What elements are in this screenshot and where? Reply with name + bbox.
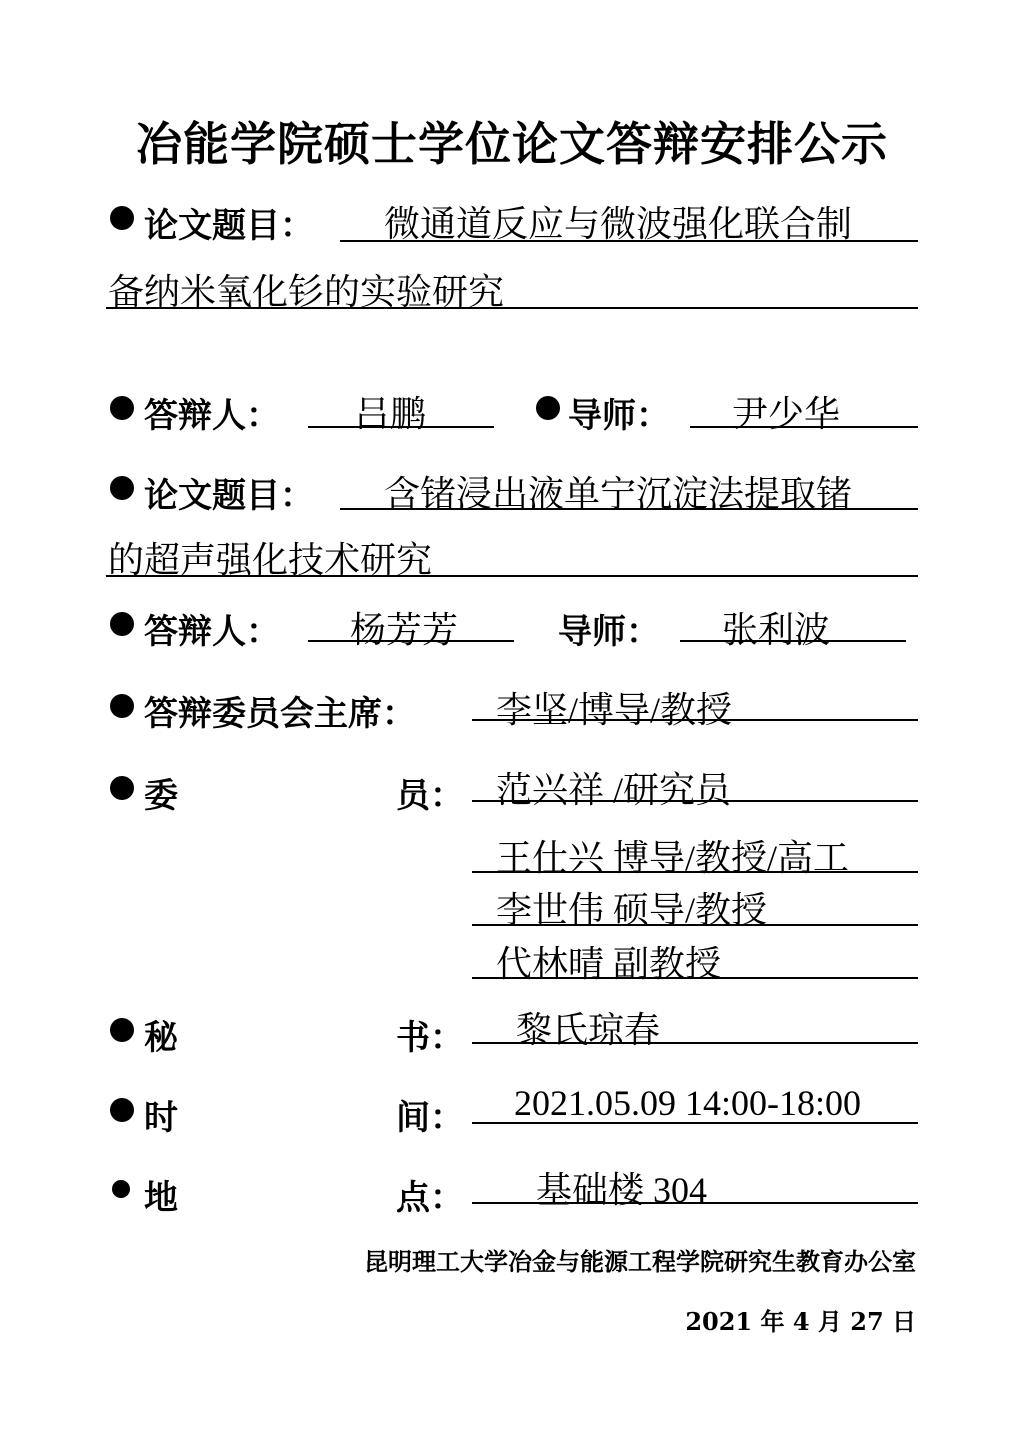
underline bbox=[472, 1122, 918, 1124]
bullet-icon bbox=[110, 476, 134, 500]
underline bbox=[472, 1042, 918, 1044]
committee-member: 范兴祥 /研究员 bbox=[496, 770, 732, 810]
underline bbox=[106, 307, 918, 309]
thesis2-title-label: 论文题目： bbox=[144, 476, 314, 516]
bullet-icon bbox=[112, 1180, 130, 1198]
underline bbox=[106, 575, 918, 577]
time-value: 2021.05.09 14:00-18:00 bbox=[514, 1083, 861, 1123]
members-label-b: 员： bbox=[396, 776, 464, 816]
committee-chair: 李坚/博导/教授 bbox=[496, 690, 733, 730]
place-label-a: 地 bbox=[144, 1178, 178, 1218]
underline bbox=[340, 508, 918, 510]
time-label-a: 时 bbox=[144, 1098, 178, 1138]
underline bbox=[472, 1202, 918, 1204]
thesis1-advisor: 尹少华 bbox=[732, 394, 841, 434]
bullet-icon bbox=[110, 1098, 134, 1122]
members-label-a: 委 bbox=[144, 776, 178, 816]
thesis1-defender-label: 答辩人： bbox=[144, 396, 280, 436]
bullet-icon bbox=[536, 396, 560, 420]
underline bbox=[472, 800, 918, 802]
thesis1-advisor-label: 导师： bbox=[568, 396, 670, 436]
thesis2-title-line1: 含锗浸出液单宁沉淀法提取锗 bbox=[384, 474, 853, 514]
thesis1-title-line1: 微通道反应与微波强化联合制 bbox=[384, 204, 853, 244]
thesis2-title-line2: 的超声强化技术研究 bbox=[108, 540, 433, 580]
bullet-icon bbox=[110, 612, 134, 636]
thesis1-defender: 吕鹏 bbox=[354, 394, 427, 434]
thesis2-advisor-label: 导师： bbox=[558, 612, 660, 652]
committee-member: 李世伟 硕导/教授 bbox=[496, 890, 768, 930]
bullet-icon bbox=[110, 776, 134, 800]
place-label-b: 点： bbox=[396, 1178, 464, 1218]
underline bbox=[472, 871, 918, 873]
place-value: 基础楼 304 bbox=[536, 1170, 708, 1210]
thesis2-defender-label: 答辩人： bbox=[144, 612, 280, 652]
footer-org: 昆明理工大学冶金与能源工程学院研究生教育办公室 bbox=[364, 1247, 916, 1276]
bullet-icon bbox=[110, 206, 134, 230]
committee-chair-label: 答辩委员会主席： bbox=[144, 694, 416, 734]
thesis2-defender: 杨芳芳 bbox=[350, 610, 459, 650]
underline bbox=[472, 977, 918, 979]
underline bbox=[308, 426, 494, 428]
underline bbox=[690, 426, 918, 428]
thesis1-title-line2: 备纳米氧化钐的实验研究 bbox=[108, 272, 505, 312]
underline bbox=[472, 924, 918, 926]
bullet-icon bbox=[110, 396, 134, 420]
underline bbox=[472, 719, 918, 721]
underline bbox=[680, 640, 906, 642]
secretary-label-a: 秘 bbox=[144, 1018, 178, 1058]
footer-date: 2021 年 4 月 27 日 bbox=[685, 1307, 916, 1336]
thesis2-advisor: 张利波 bbox=[722, 610, 831, 650]
underline bbox=[340, 240, 918, 242]
page-title: 冶能学院硕士学位论文答辩安排公示 bbox=[136, 117, 888, 171]
underline bbox=[308, 640, 514, 642]
secretary-label-b: 书： bbox=[396, 1018, 464, 1058]
bullet-icon bbox=[110, 1018, 134, 1042]
bullet-icon bbox=[110, 694, 134, 718]
time-label-b: 间： bbox=[396, 1098, 464, 1138]
committee-member: 王仕兴 博导/教授/高工 bbox=[496, 838, 850, 878]
committee-member: 代林晴 副教授 bbox=[496, 944, 722, 984]
secretary-value: 黎氏琼春 bbox=[516, 1010, 661, 1050]
thesis1-title-label: 论文题目： bbox=[144, 206, 314, 246]
